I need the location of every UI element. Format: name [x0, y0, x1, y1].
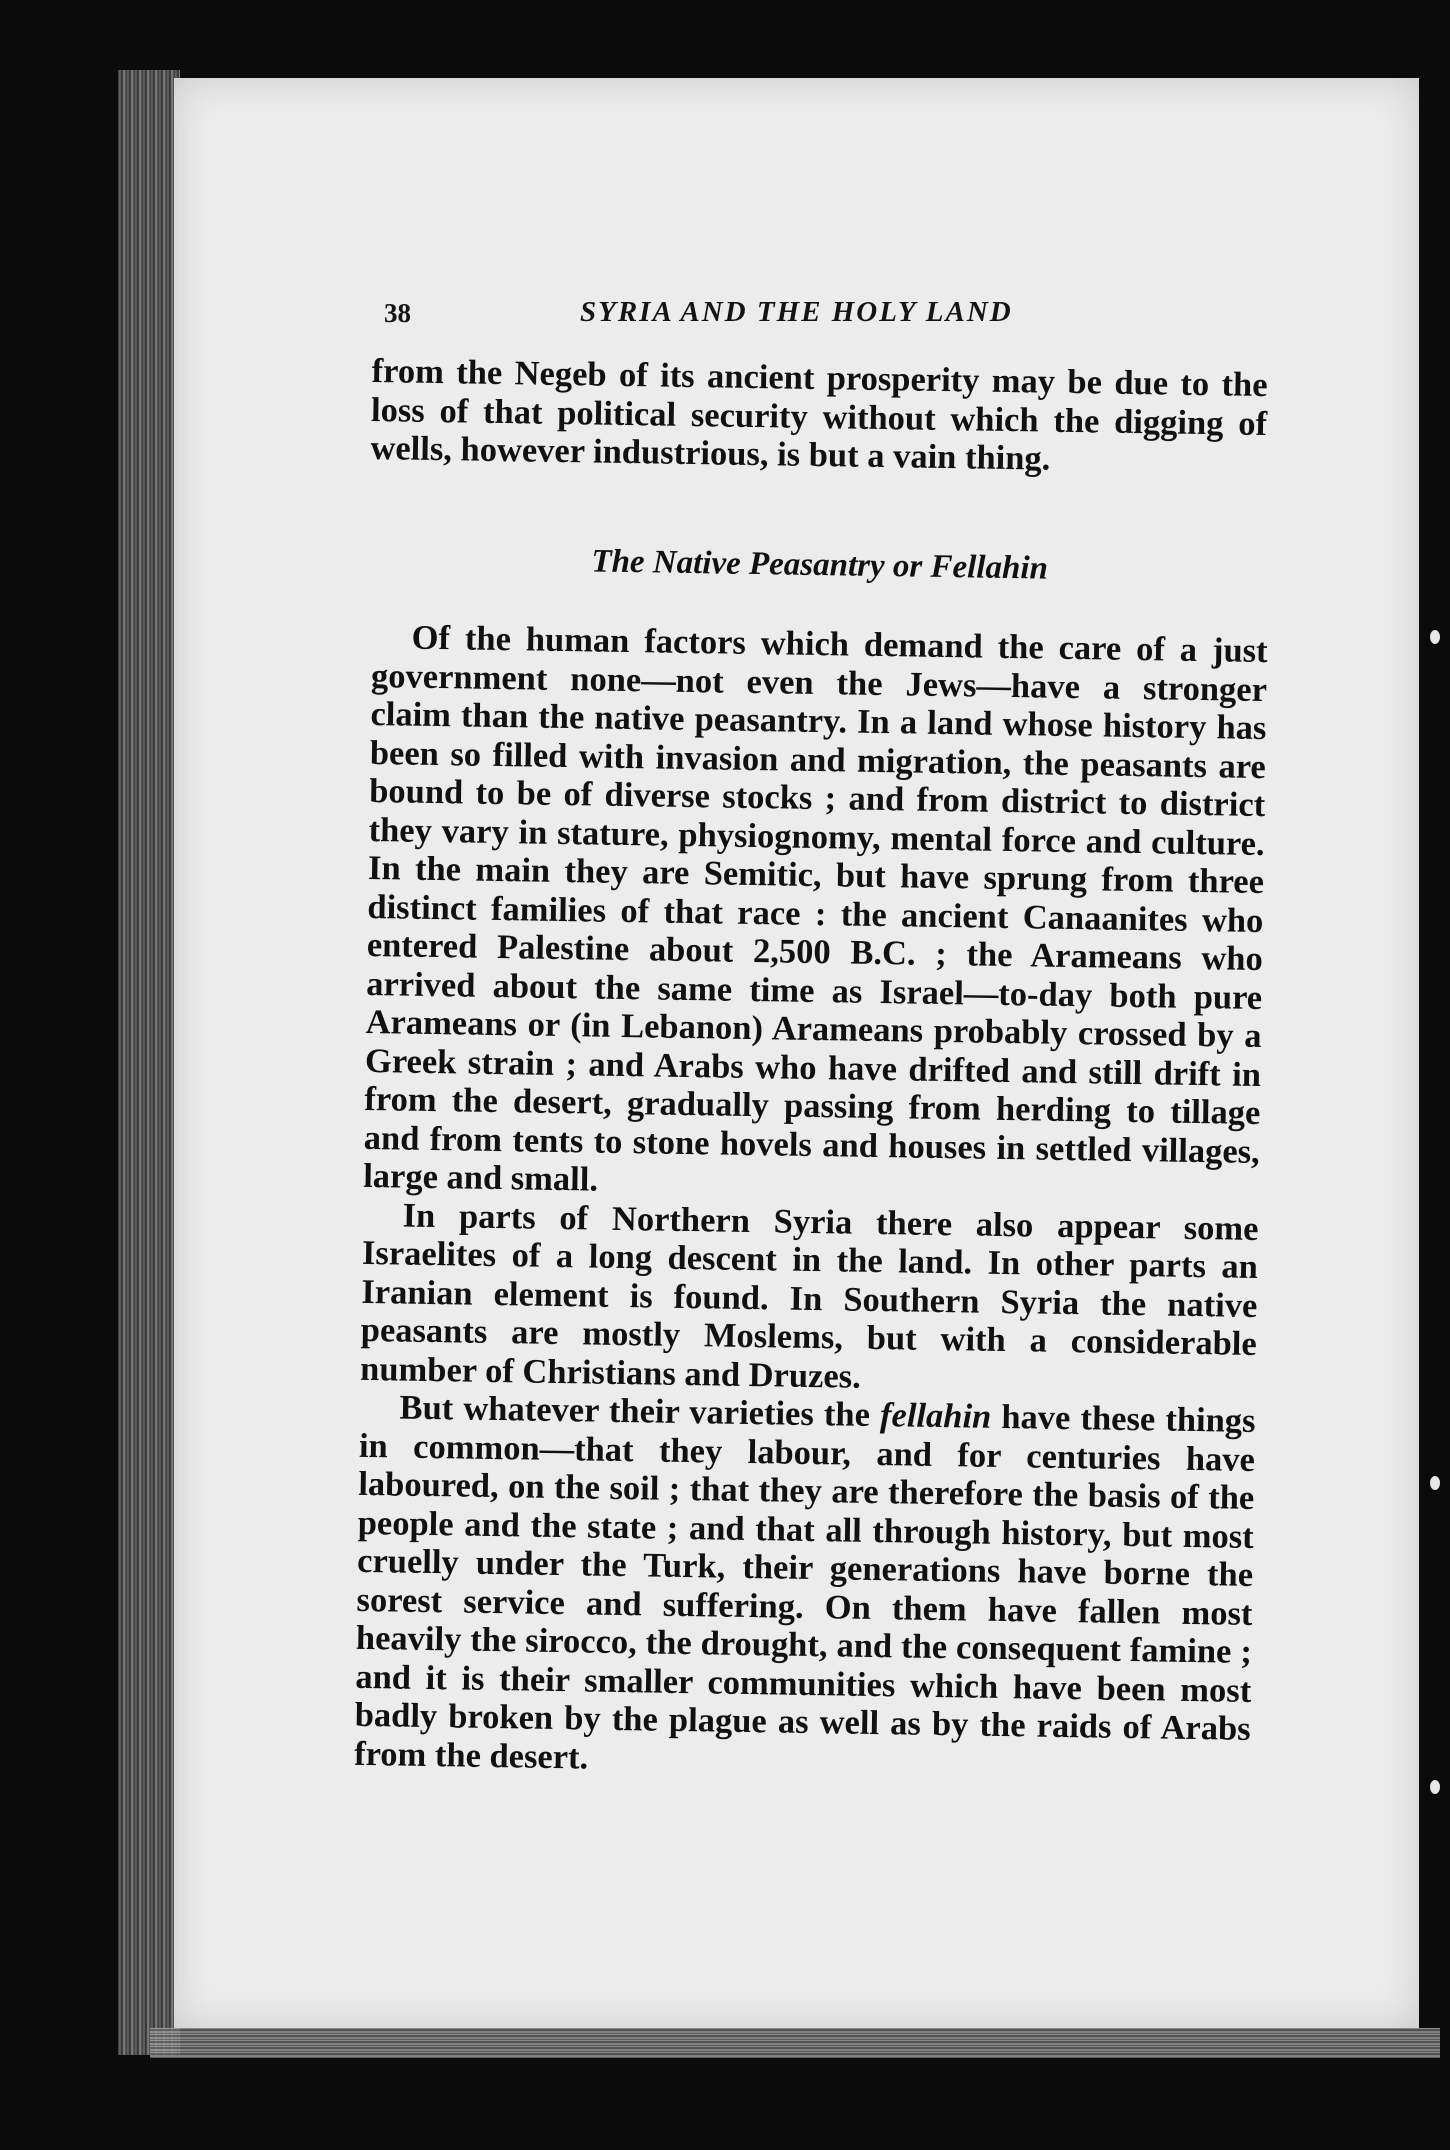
- page-number: 38: [384, 298, 411, 328]
- margin-mark: [1430, 1780, 1440, 1794]
- paragraph-3-text-a: But whatever their varieties the: [399, 1388, 881, 1435]
- margin-mark: [1430, 1476, 1440, 1490]
- paragraph-3-text-b: have these things in common—that they labour, and for centuries have laboured, on the soil ; that they are therefore the basis of the people and the state ; and that all through history, but most cruelly under the Turk, their generations have borne the sorest service and suffering. On them have fallen most heavily the sirocco, the drought, and the consequent famine ; and it is their smaller communities which have been most badly broken by the plague as well as by the raids of Arabs from the desert.: [353, 1397, 1256, 1777]
- book-edge-bottom: [150, 2028, 1440, 2058]
- continued-paragraph-text: from the Negeb of its ancient prosperity may be due to the loss of that political security without which the digging of wells, however industrious, is but a vain thing.: [370, 352, 1268, 478]
- margin-mark: [1430, 630, 1440, 644]
- fellahin-italic: fellahin: [879, 1396, 992, 1436]
- continued-paragraph: [370, 352, 1268, 482]
- scan-margin-marks: [1428, 300, 1444, 1800]
- paragraph-1: [363, 618, 1268, 1210]
- bc-abbreviation: B.C.: [850, 933, 916, 973]
- paragraph-2: In parts of Northern Syria there also appear some Israelites of a long descent in the land. In other parts an Iranian element is found. In Southern Syria the native peasants are mostly Moslems, but with a considerable number of Christians and Druzes.: [359, 1196, 1259, 1396]
- running-head: [384, 296, 1084, 336]
- paragraph-1-text-a: Of the human factors which demand the care of a just government none—not even the Jews—have a stronger claim than the native peasantry. In a land whose history has been so filled with invasion and migration, the peasants are bound to be of diverse stocks ; and from district to district they vary in stature, physiognomy, mental force and culture. In the main they are Semitic, but have sprung from three distinct families of that race : the ancient Canaanites who entered Palestine about 2,500: [366, 618, 1268, 972]
- paragraph-3: [354, 1388, 1256, 1787]
- section-heading: The Native Peasantry or Fellahin: [591, 543, 1049, 587]
- running-title: SYRIA AND THE HOLY LAND: [580, 296, 1013, 328]
- book-edge-left: [118, 70, 180, 2055]
- paragraph-1-text-b: ; the Arameans who arrived about the same time as Israel—to-day both pure Arameans or (in Lebanon) Arameans probably crossed by a Greek strain ; and Arabs who have drifted and still drift in from the desert, gradually passing from herding to tillage and from tents to stone hovels and houses in settled villages, large and small.: [362, 934, 1264, 1199]
- section-body: [354, 618, 1268, 1787]
